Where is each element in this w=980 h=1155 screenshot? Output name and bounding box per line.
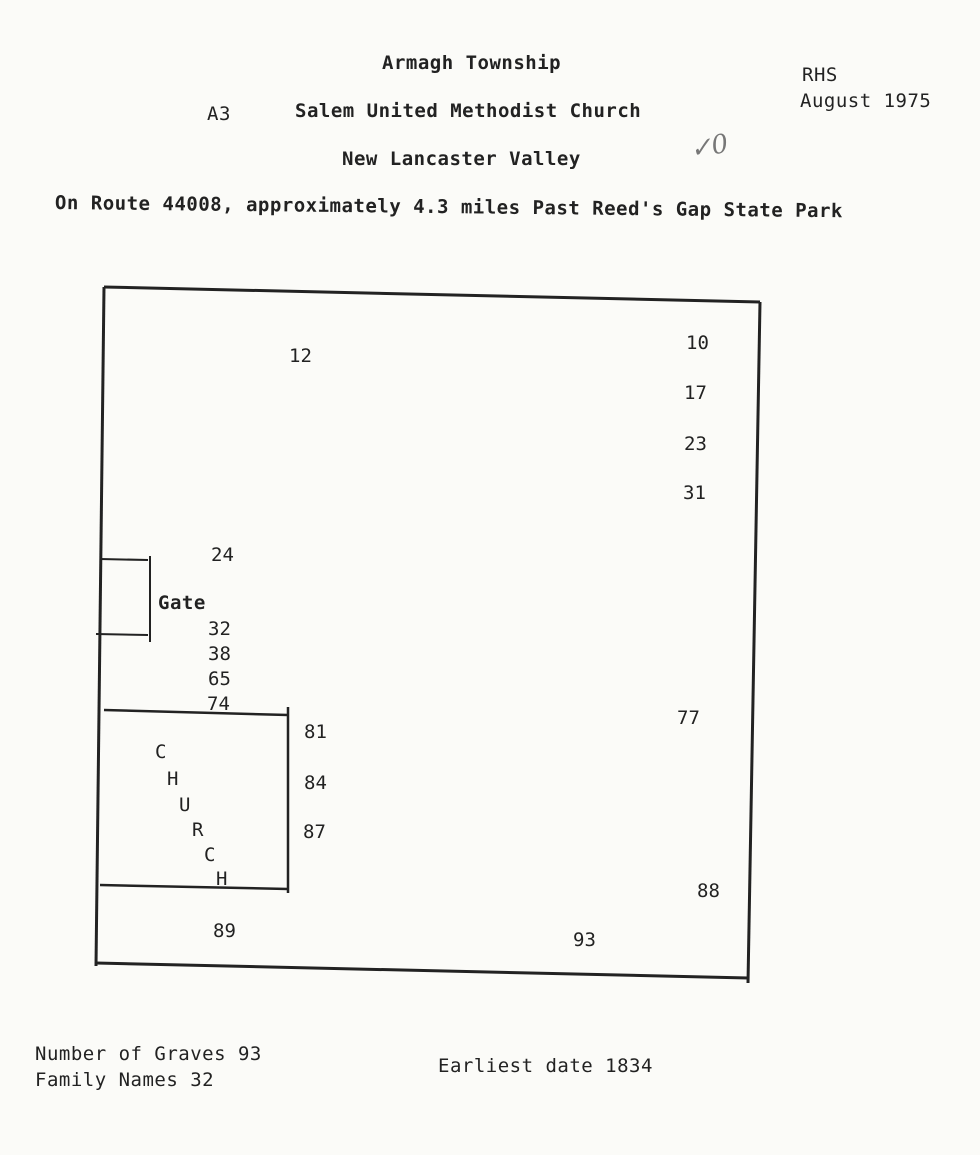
township-title: Armagh Township xyxy=(382,52,562,74)
plot-number: 31 xyxy=(683,482,706,504)
family-names-count: Family Names 32 xyxy=(35,1069,215,1091)
church-letter: C xyxy=(155,741,167,763)
gate-top-line xyxy=(100,559,148,560)
plot-number: 93 xyxy=(573,929,596,951)
church-letter: H xyxy=(167,768,179,790)
church-letter: R xyxy=(192,819,204,841)
map-border-right xyxy=(748,302,760,983)
plot-number: 88 xyxy=(697,880,720,902)
gate-label: Gate xyxy=(158,592,206,614)
church-outline-bottom xyxy=(100,885,288,889)
plot-number: 24 xyxy=(211,544,234,566)
plot-number: 32 xyxy=(208,618,231,640)
plot-number: 38 xyxy=(208,643,231,665)
plot-number: 89 xyxy=(213,920,236,942)
route-description: On Route 44008, approximately 4.3 miles Past Reed's Gap State Park xyxy=(54,192,844,223)
plot-number: 12 xyxy=(289,345,312,367)
earliest-date: Earliest date 1834 xyxy=(438,1055,653,1077)
survey-date: August 1975 xyxy=(800,90,932,112)
plot-number: 77 xyxy=(677,707,700,729)
map-border-bottom xyxy=(96,963,748,978)
plot-number: 84 xyxy=(304,772,327,794)
plot-number: 23 xyxy=(684,433,707,455)
plot-number: 74 xyxy=(207,693,230,715)
recorder-initials: RHS xyxy=(802,64,838,86)
plot-number: 81 xyxy=(304,721,327,743)
church-letter: C xyxy=(204,844,216,866)
church-name: Salem United Methodist Church xyxy=(295,100,642,122)
church-letter: H xyxy=(216,868,228,890)
map-border-top xyxy=(104,287,760,302)
plot-number: 65 xyxy=(208,668,231,690)
plot-number: 10 xyxy=(686,332,709,354)
check-mark: ✓0 xyxy=(687,128,731,166)
plot-number: 17 xyxy=(684,382,707,404)
plot-number: 87 xyxy=(303,821,326,843)
cemetery-code: A3 xyxy=(207,103,231,125)
map-border-left xyxy=(96,287,104,966)
valley-name: New Lancaster Valley xyxy=(342,148,581,170)
church-outline-top xyxy=(104,710,288,715)
graves-count: Number of Graves 93 xyxy=(35,1043,262,1065)
church-letter: U xyxy=(179,794,191,816)
gate-bottom-line xyxy=(96,634,148,635)
